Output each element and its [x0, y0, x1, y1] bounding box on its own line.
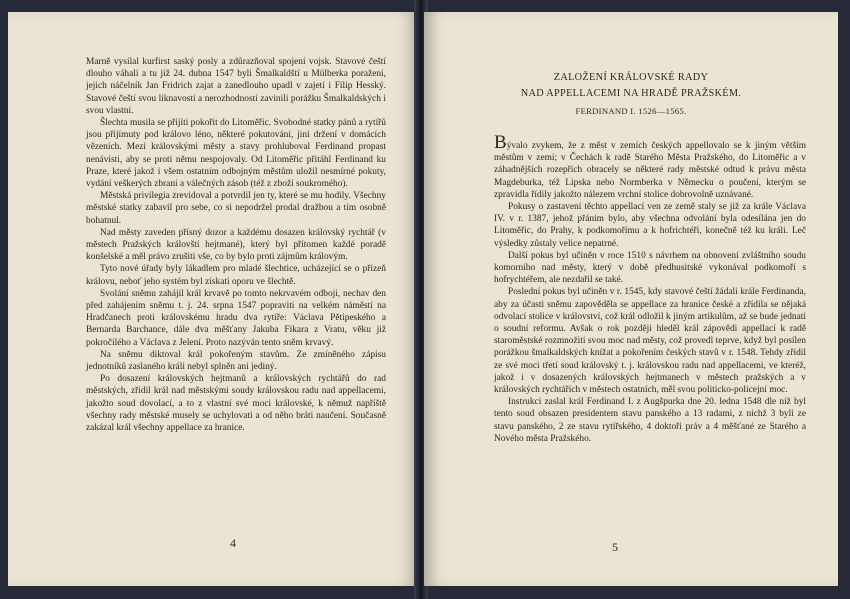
drop-cap: B — [494, 132, 507, 153]
paragraph: Poslední pokus byl učiněn v r. 1545, kdy stavové čeští žádali krále Ferdinanda, aby za účasti sněmu zapověděla se appellace za hranice české a zřídila se nějaká odvolací stolice v království, což král odložil k jiným artikulům, až se bude jednati o soudní reformu. Avšak o rok později hleděl král zápovědi appellací k radě staroměstské rozmnožiti svou moc nad městy, což provedl teprve, když byl posílen porážkou šmalkaldských knížat a pokořením českých stavů v r. 1548. Tehdy zřídil ze své moci třetí soud královský t. j. královskou radu nad appellacemi, ve kteréž, jakož i v dosazených královských hejtmanech v městech pražských a v královských rychtářích v městech ostatních, měl svou politicko-policejní moc. — [494, 287, 806, 396]
paragraph: Instrukci zaslal král Ferdinand I. z Augšpurka dne 20. ledna 1548 dle níž byl tento soud obsazen presidentem stavu panského a 13 radami, z nichž 3 byli ze stavu panského, 2 ze stavu rytířského, 4 doktoři práv a 4 měšťané ze Starého a Nového města Pražského. — [494, 397, 806, 444]
chapter-heading-line2: NAD APPELLACEMI NA HRADĚ PRAŽSKÉM. — [520, 88, 742, 99]
paragraph: Pokusy o zastavení těchto appellací ven ze země staly se již za krále Václava IV. v r. 1387, jehož přáním bylo, aby všechna odvolání byla odesílána jen do Litoměřic, do Prahy, k podkomořímu a k hofrichtéři, konečně též ku králi. Leč výsledky zůstaly velice nepatrné. — [494, 202, 806, 249]
paragraph: Na sněmu diktoval král pokořeným stavům. Ze zmíněného zápisu jednotníků zaslaného králi nebyl splněn ani jediný. — [86, 349, 386, 373]
chapter-heading-line1: ZALOŽENÍ KRÁLOVSKÉ RADY — [553, 72, 709, 83]
paragraph: Šlechta musila se přijíti pokořit do Litoměřic. Svobodné statky pánů a rytířů jsou přijímuty pod královo léno, některé pokutování, jiní držení v domácích vězeních. Mezi královskými městy a stavy prohluboval Ferdinand propast nenávisti, aby se proti němu nespojovaly. Od Litoměřic přitáhl Ferdinand ku Praze, které jakož i všem ostatním odbojným městům uložil nesmírné pokuty, vydání veškerých zbraní a válečných zásob (též z zboží soukromého). — [86, 118, 386, 190]
paragraph: Po dosazení královských hejtmanů a královských rychtářů do rad městských, zřídil král nad městskými soudy královskou radu nad appellacemi, jakožto soud dovolací, a to z vlastní své moci královské, k němuž napříště všechny rady městské musely se uchylovati a od něho bráti naučení. Současně zakázal král všechny appellace za hranice. — [86, 374, 386, 434]
page-number: 4 — [230, 536, 236, 550]
left-page — [8, 12, 418, 586]
left-page-text — [86, 56, 386, 434]
paragraph: Městská privilegia zrevidoval a potvrdil jen ty, které se mu hodily. Všechny městské statky zabavil pro sebe, co si nepodržel prodal dražbou a tím osobně bohatnul. — [86, 191, 386, 226]
paragraph: Svolání sněmu zahájil král krvavě po tomto nekrvavém odboji, nechav den před zahájením sněmu t. j. 24. srpna 1547 popraviti na velkém náměstí na Hradčanech proti královskému hradu dva rytíře: Václava Pětipeského a Bernarda Barchance, dále dva měšťany Jakuba Fikara z Vratu, věku již pokročilého a Václava z Jelení. Proto nazýván tento sněm krvavý. — [86, 288, 386, 348]
paragraph: Další pokus byl učiněn v roce 1510 s návrhem na obnovení zvláštního soudu komorního nad městy, který v době předhusitské vykonával podkomoří s hofrychtéřem, ale nezdařil se také. — [494, 250, 806, 286]
page-number: 5 — [612, 540, 618, 554]
paragraph: Marně vysílal kurfirst saský posly a zdůrazňoval spojení vojsk. Stavové čeští dlouho váhali a tu již 24. dubna 1547 byli Šmalkaldští u Mülberka poraženi, jejich náčelník Jan Fridrich zajat a zanedlouho upadl v zajetí i Filip Hesský. Stavové čeští svou liknavostí a nerozhodností zavinili porážku Šmalkaldských i svou vlastní. — [86, 57, 386, 116]
chapter-subheading: FERDINAND I. 1526—1565. — [575, 106, 687, 116]
paragraph-text: ývalo zvykem, že z měst v zemích českých appellovalo se k jiným větším městům v zemi; v Čechách k radě Starého Města Pražského, do Litoměřic a v záhadnějších rozepřích obracely se některé rady městské odtud k právu města Magdeburka, též Lipska nebo Normberka v Německu o poučení, kterým se zpravidla řídily jakožto nálezem vrchní stolice dobrovolně uznávané. — [494, 141, 806, 200]
paragraph: Tyto nové úřady byly lákadlem pro mladé šlechtice, ucházející se o přízeň královu, neboť jeho systém byl získati oporu ve šlechtě. — [86, 264, 386, 287]
paragraph — [494, 132, 806, 201]
paragraph: Nad městy zaveden přísný dozor a každému dosazen královský rychtář (v městech Pražských královští hejtmané), který byl přítomen každé poradě konšelské a měl právo zrušiti vše, co by bylo proti zájmům královým. — [86, 227, 386, 263]
right-page — [424, 12, 838, 586]
right-page-text — [494, 132, 806, 445]
